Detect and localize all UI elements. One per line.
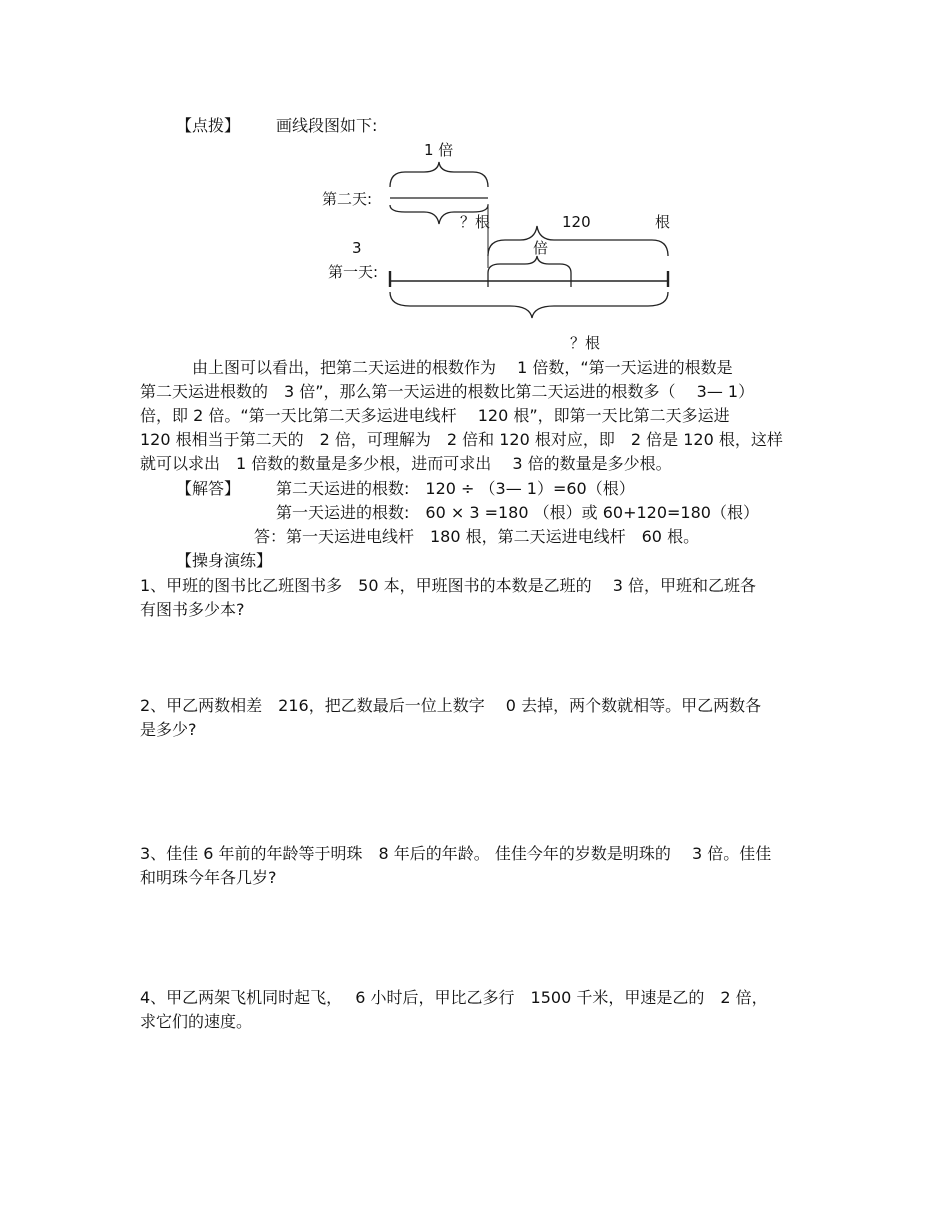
question-line: 是多少? — [140, 720, 197, 739]
hint-tag: 【点拨】 — [176, 116, 241, 135]
question-line: 3、佳佳 6 年前的年龄等于明珠 8 年后的年龄。 佳佳今年的岁数是明珠的 3 倍。佳佳 — [140, 844, 772, 863]
label-day1-question: ？根 — [570, 334, 601, 352]
question-4 — [140, 986, 810, 1034]
times-brace — [488, 256, 571, 273]
label-120: 120 — [562, 213, 591, 231]
question-3 — [140, 842, 810, 890]
day1-bottom-brace — [390, 292, 668, 318]
explanation-line: 倍，即 2 倍。“第一天比第二天多运进电线杆 120 根”，即第一天比第二天多运进 — [140, 406, 730, 425]
explanation-paragraph — [140, 356, 810, 476]
question-line: 4、甲乙两架飞机同时起飞， 6 小时后，甲比乙多行 1500 千米，甲速是乙的 2 倍， — [140, 988, 768, 1007]
answer-line-1: 第二天运进的根数: 120 ÷ （3— 1）=60（根） — [276, 479, 635, 498]
label-day2: 第二天: — [322, 190, 373, 208]
day2-top-brace — [390, 162, 488, 187]
label-day2-question: ？根 — [460, 213, 491, 231]
label-day1: 第一天: — [328, 263, 379, 281]
question-1 — [140, 574, 810, 622]
question-line: 2、甲乙两数相差 216，把乙数最后一位上数字 0 去掉，两个数就相等。甲乙两数各 — [140, 696, 762, 715]
question-2 — [140, 694, 810, 742]
label-1-times: 1 倍 — [424, 141, 454, 159]
question-line: 1、甲班的图书比乙班图书多 50 本，甲班图书的本数是乙班的 3 倍，甲班和乙班各 — [140, 576, 756, 595]
practice-tag: 【操身演练】 — [176, 551, 273, 570]
explanation-line: 120 根相当于第二天的 2 倍，可理解为 2 倍和 120 根对应，即 2 倍是 120 根，这样 — [140, 430, 783, 449]
question-line: 有图书多少本? — [140, 600, 245, 619]
answer-line-2: 第一天运进的根数: 60 × 3 =180 （根）或 60+120=180（根） — [276, 503, 759, 522]
hint-intro: 画线段图如下: — [276, 116, 378, 135]
label-times: 倍 — [533, 239, 549, 257]
label-3: 3 — [352, 239, 362, 257]
explanation-line: 就可以求出 1 倍数的数量是多少根，进而可求出 3 倍的数量是多少根。 — [140, 454, 672, 473]
question-line: 求它们的速度。 — [140, 1012, 253, 1031]
label-gen: 根 — [655, 213, 671, 231]
explanation-line: 第二天运进根数的 3 倍”，那么第一天运进的根数比第二天运进的根数多（ 3— 1） — [140, 382, 755, 401]
segment-diagram — [0, 0, 950, 360]
answer-line-3: 答：第一天运进电线杆 180 根，第二天运进电线杆 60 根。 — [254, 527, 700, 546]
question-line: 和明珠今年各几岁? — [140, 868, 277, 887]
explanation-line: 由上图可以看出，把第二天运进的根数作为 1 倍数，“第一天运进的根数是 — [192, 358, 733, 377]
answer-tag: 【解答】 — [176, 479, 241, 498]
